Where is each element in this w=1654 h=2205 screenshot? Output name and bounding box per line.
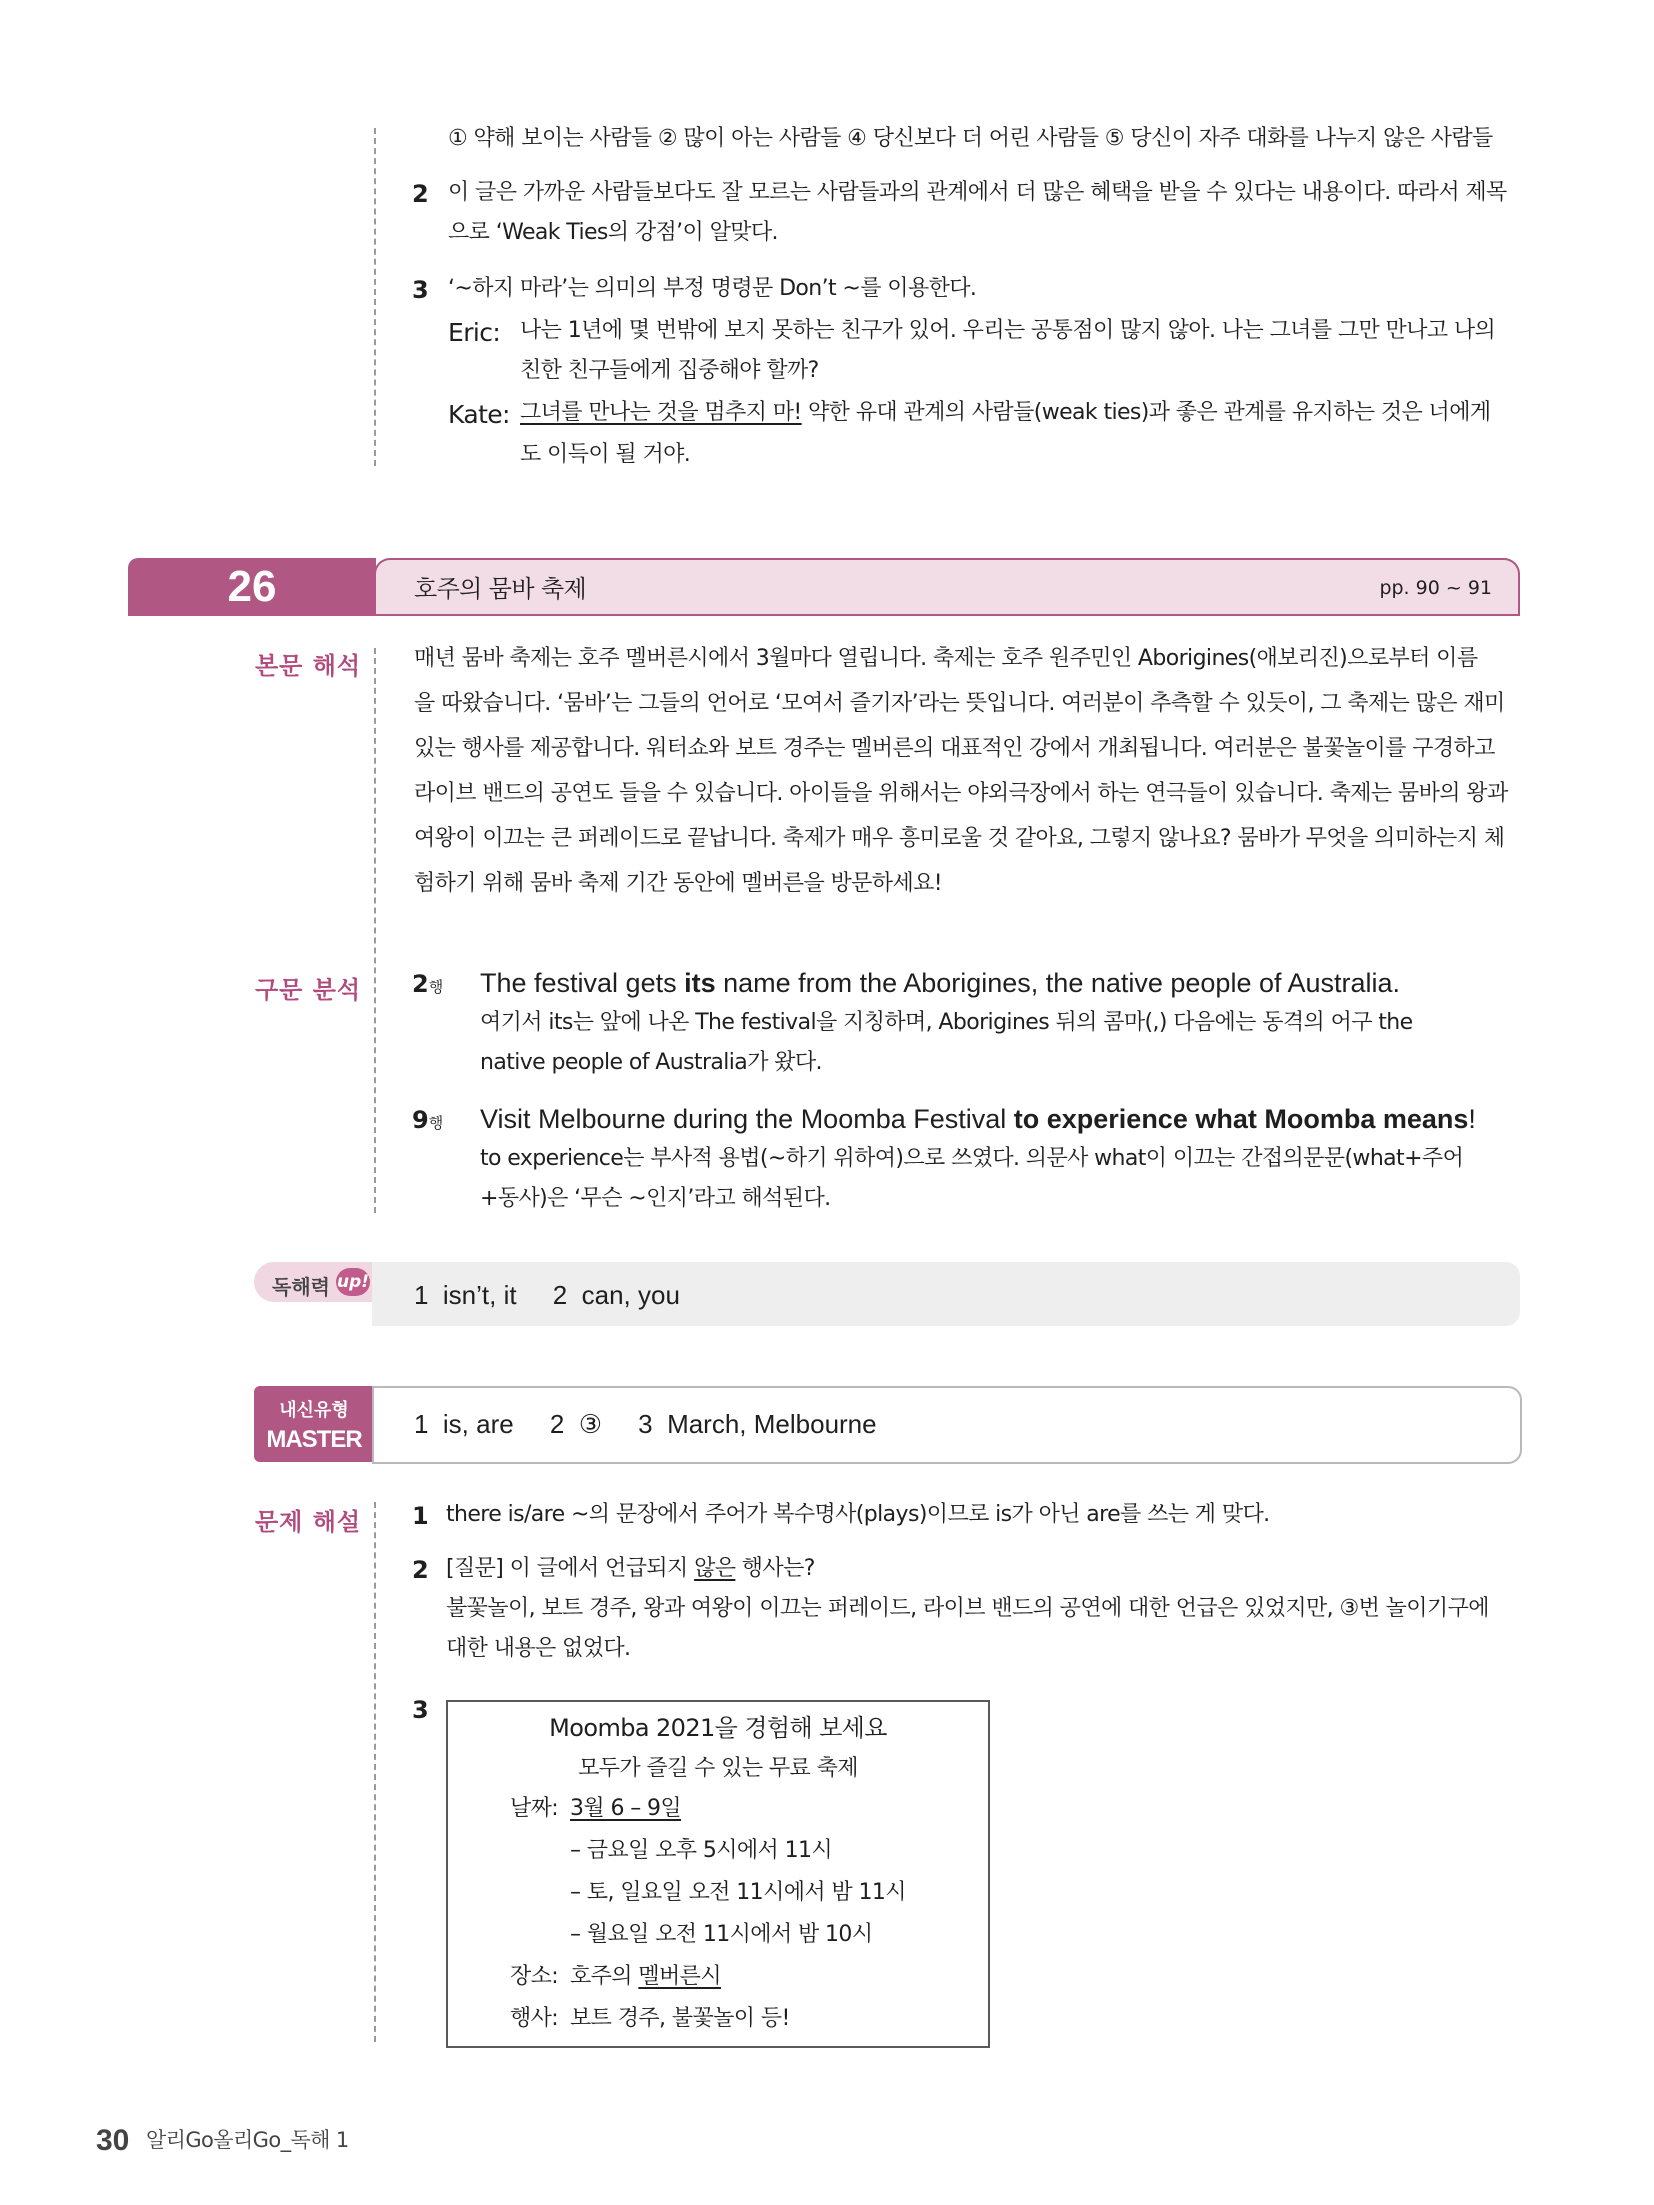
translation-line: 매년 뭄바 축제는 호주 멜버른시에서 3월마다 열립니다. 축제는 호주 원주민인 Aborigines(애보리진)으로부터 이름: [414, 646, 1478, 671]
syntax-item1-note2: native people of Australia가 왔다.: [480, 1050, 822, 1075]
reading-up-tab: [254, 1262, 372, 1302]
syntax-item1-b: name from the Aborigines, the native people of Australia.: [715, 968, 1401, 998]
q3-number: 3: [412, 276, 429, 304]
explain-q2-prefix: [질문] 이 글에서 언급되지: [446, 1556, 695, 1581]
section-pages: pp. 90 ~ 91: [1379, 577, 1492, 599]
kate-label: Kate:: [448, 400, 510, 429]
translation-label: 본문 해석: [255, 652, 362, 680]
translation-line: 있는 행사를 제공합니다. 워터쇼와 보트 경주는 멜버른의 대표적인 강에서 개최됩니다. 여러분은 불꽃놀이를 구경하고: [414, 736, 1495, 761]
eric-line2: 친한 친구들에게 집중해야 할까?: [520, 358, 819, 383]
eric-label: Eric:: [448, 318, 501, 347]
explain-q2-suffix: 행사는?: [735, 1556, 815, 1581]
explain-label: 문제 해설: [255, 1508, 362, 1536]
master-tab: [254, 1386, 374, 1462]
explain-q2-line2: 불꽃놀이, 보트 경주, 왕과 여왕이 이끄는 퍼레이드, 라이브 밴드의 공연에 대한 언급은 있었지만, ③번 놀이기구에: [446, 1596, 1489, 1621]
section-title-bar: [374, 558, 1520, 616]
syntax-label: 구문 분석: [255, 976, 362, 1004]
master-label-bottom: MASTER: [266, 1426, 362, 1453]
explain-q2-line1: [446, 1558, 815, 1580]
master-label-top: 내신유형: [279, 1400, 349, 1421]
poster-events-value: 보트 경주, 불꽃놀이 등!: [570, 2006, 790, 2031]
kate-line1-rest: 약한 유대 관계의 사람들(weak ties)과 좋은 관계를 유지하는 것은 너에게: [801, 400, 1491, 425]
poster-place-underlined: 멜버른시: [638, 1964, 721, 1989]
q3-line1: ‘~하지 마라’는 의미의 부정 명령문 Don’t ~를 이용한다.: [448, 276, 977, 301]
translation-body: [414, 648, 1508, 918]
reading-up-badge: up!: [336, 1268, 370, 1296]
poster-schedule-item: – 토, 일요일 오전 11시에서 밤 11시: [570, 1880, 906, 1905]
section-title: 호주의 뭄바 축제: [414, 575, 587, 603]
translation-line: 라이브 밴드의 공연도 들을 수 있습니다. 아이들을 위해서는 야외극장에서 하는 연극들이 있습니다. 축제는 뭄바의 왕과: [414, 781, 1508, 806]
syntax-item2-a: Visit Melbourne during the Moomba Festival: [480, 1104, 1014, 1134]
reading-up-answers: 1 isn’t, it 2 can, you: [414, 1280, 680, 1310]
festival-poster: [446, 1700, 990, 2048]
syntax-item1-bold: its: [684, 968, 716, 998]
syntax-item2-bold: to experience what Moomba means: [1013, 1104, 1469, 1134]
explain-q3-number: 3: [412, 1696, 429, 1724]
syntax-item1-number: [412, 970, 443, 998]
footer-book-title: 알리Go올리Go_독해 1: [146, 2128, 349, 2152]
syntax-item1-a: The festival gets: [480, 968, 685, 998]
master-answer-box: [372, 1386, 1522, 1464]
left-dashed-rule-middle: [374, 648, 376, 1213]
poster-title: Moomba 2021을 경험해 보세요: [549, 1714, 887, 1742]
translation-line: 험하기 위해 뭄바 축제 기간 동안에 멜버른을 방문하세요!: [414, 871, 942, 896]
section-header: [128, 558, 1520, 616]
translation-line: 을 따왔습니다. ‘뭄바’는 그들의 언어로 ‘모여서 즐기자’라는 뜻입니다. 여러분이 추측할 수 있듯이, 그 축제는 많은 재미: [414, 691, 1505, 716]
explain-q2-number: 2: [412, 1556, 429, 1584]
reading-up-label: 독해력: [272, 1275, 330, 1299]
section-header-bottom-line: [128, 614, 1520, 616]
left-dashed-rule-bottom: [374, 1502, 376, 2042]
footer-page-number: 30: [96, 2124, 130, 2157]
poster-place-prefix: 호주의: [570, 1964, 639, 1989]
poster-date-value: 3월 6 – 9일: [570, 1796, 682, 1821]
syntax-item1-note1: 여기서 its는 앞에 나온 The festival을 지칭하며, Aborigines 뒤의 콤마(,) 다음에는 동격의 어구 the: [480, 1010, 1413, 1035]
poster-schedule-item: – 월요일 오전 11시에서 밤 10시: [570, 1922, 873, 1947]
syntax-line-number: 9: [412, 1106, 429, 1134]
explain-q1-text: there is/are ~의 문장에서 주어가 복수명사(plays)이므로 is가 아닌 are를 쓰는 게 맞다.: [446, 1502, 1270, 1527]
master-answers: 1 is, are 2 ③ 3 March, Melbourne: [414, 1409, 877, 1439]
syntax-item2-sentence: [480, 1106, 1476, 1133]
reading-up-answer-box: [372, 1262, 1520, 1326]
poster-place-value: [570, 1966, 721, 1988]
syntax-item2-b: !: [1468, 1104, 1476, 1134]
syntax-line-unit: 행: [428, 978, 444, 996]
choices-line: ① 약해 보이는 사람들 ② 많이 아는 사람들 ④ 당신보다 더 어린 사람들 ⑤ 당신이 자주 대화를 나누지 않은 사람들: [448, 126, 1493, 151]
q2-line1: 이 글은 가까운 사람들보다도 잘 모르는 사람들과의 관계에서 더 많은 혜택을 받을 수 있다는 내용이다. 따라서 제목: [448, 180, 1507, 205]
left-dashed-rule-top: [374, 128, 376, 466]
syntax-item2-number: [412, 1106, 443, 1134]
explain-q2-line3: 대한 내용은 없었다.: [446, 1636, 631, 1661]
syntax-line-number: 2: [412, 970, 429, 998]
syntax-item2-note1: to experience는 부사적 용법(~하기 위하여)으로 쓰였다. 의문사 what이 이끄는 간접의문문(what+주어: [480, 1146, 1464, 1171]
kate-line2: 도 이득이 될 거야.: [520, 442, 691, 467]
poster-place-label: 장소:: [510, 1964, 559, 1989]
syntax-item2-note2: +동사)은 ‘무슨 ~인지’라고 해석된다.: [480, 1186, 831, 1211]
eric-line1: 나는 1년에 몇 번밖에 보지 못하는 친구가 있어. 우리는 공통점이 많지 않아. 나는 그녀를 그만 만나고 나의: [520, 318, 1496, 343]
q2-line2: 으로 ‘Weak Ties의 강점’이 알맞다.: [448, 220, 778, 245]
kate-underlined-phrase: 그녀를 만나는 것을 멈추지 마!: [520, 400, 802, 425]
poster-subtitle: 모두가 즐길 수 있는 무료 축제: [578, 1756, 858, 1781]
poster-date-label: 날짜:: [510, 1796, 559, 1821]
explain-q1-number: 1: [412, 1502, 429, 1530]
poster-events-label: 행사:: [510, 2006, 559, 2031]
kate-line1: [520, 402, 1491, 424]
poster-schedule-item: – 금요일 오후 5시에서 11시: [570, 1838, 833, 1863]
explain-q2-underlined: 않은: [694, 1556, 736, 1581]
translation-line: 여왕이 이끄는 큰 퍼레이드로 끝납니다. 축제가 매우 흥미로울 것 같아요, 그렇지 않나요? 뭄바가 무엇을 의미하는지 체: [414, 826, 1505, 851]
q2-number: 2: [412, 180, 429, 208]
syntax-line-unit: 행: [428, 1114, 444, 1132]
section-number: 26: [128, 558, 376, 616]
syntax-item1-sentence: [480, 970, 1400, 997]
